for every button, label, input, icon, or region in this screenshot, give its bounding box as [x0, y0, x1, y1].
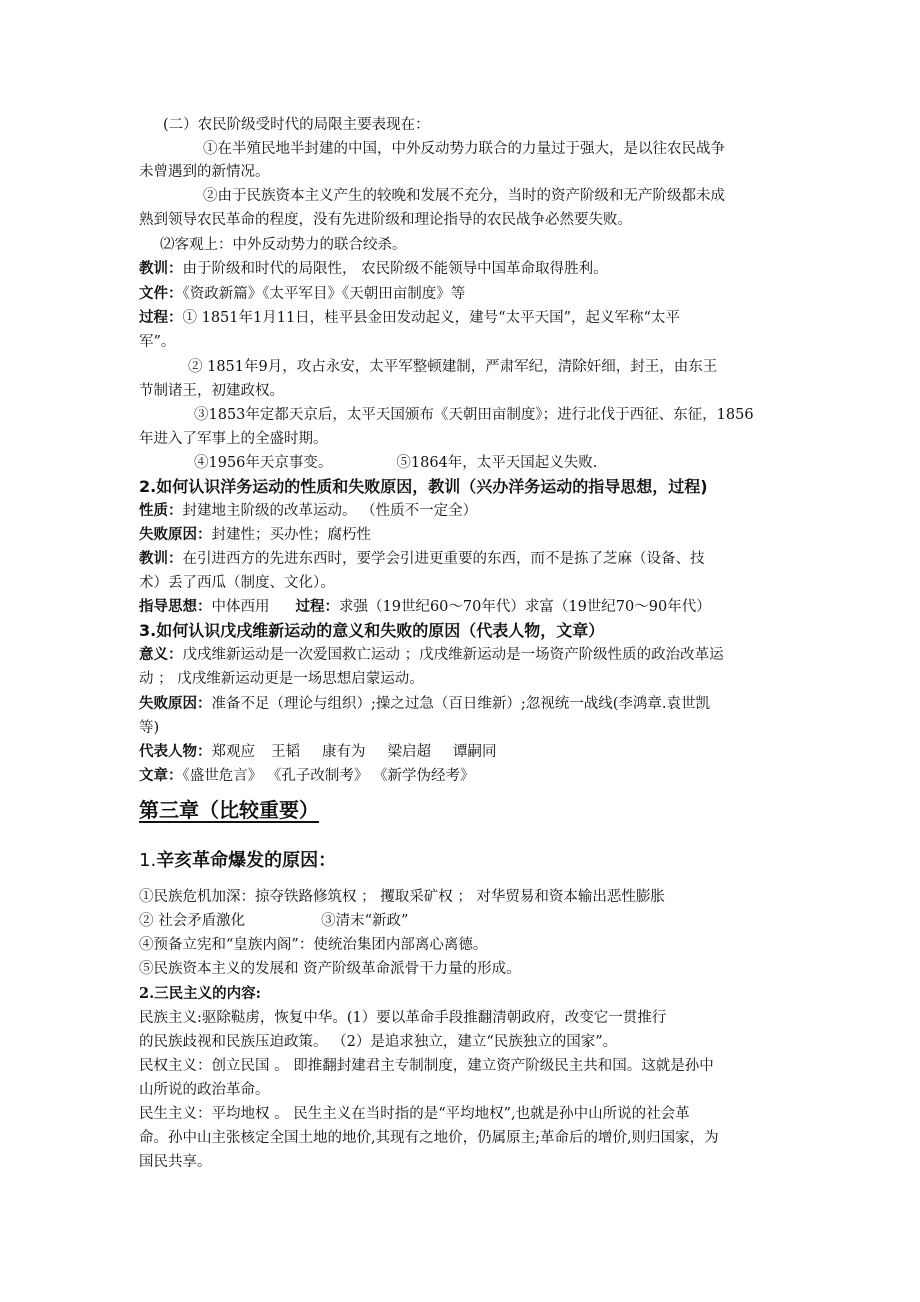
cause-1: ①民族危机加深：掠夺铁路修筑权 ； 攫取采矿权 ； 对华贸易和资本输出恶性膨胀 [139, 889, 665, 905]
chapter-3-question-2-title: 2.三民主义的内容: [139, 985, 261, 1002]
nationalism-line-1: 民族主义:驱除鞑虏，恢复中华。(1）要以革命手段推翻清朝政府，改变它一贯推行 [139, 1010, 667, 1026]
livelihood-line-1: 民生主义：平均地权 。 民生主义在当时指的是“平均地权”,也就是孙中山所说的社会革 [139, 1106, 690, 1122]
objective-factor: ⑵客观上：中外反动势力的联合绞杀。 [160, 237, 407, 253]
q2-fail-text: 封建性；买办性；腐朽性 [211, 527, 371, 543]
question-3-title: 3.如何认识戊戌维新运动的意义和失败的原因（代表人物，文章） [139, 621, 605, 640]
person-name: 郑观应 [211, 744, 255, 760]
q3-fail-text: 准备不足（理论与组织）;操之过急（百日维新）;忽视统一战线(李鸿章.袁世凯 [211, 696, 711, 712]
process-4: ④1956年天京事变。 [194, 455, 333, 471]
cause-2-3-line [139, 909, 799, 933]
cause-3: ③清末“新政” [321, 913, 409, 929]
q2-process-label: 过程： [295, 599, 339, 615]
q2-lesson-line [139, 547, 799, 571]
q2-nature-line [139, 499, 799, 523]
section-2-item-2-line-1: ②由于民族资本主义产生的较晚和发展不充分，当时的资产阶级和无产阶级都未成 [203, 188, 725, 204]
democracy-line-2: 山所说的政治革命。 [139, 1082, 270, 1098]
person-name: 王韬 [271, 744, 300, 760]
process-1-text: ① 1851年1月11日，桂平县金田发动起义，建号“太平天国”，起义军称“太平 [182, 310, 680, 326]
process-line-4-5 [194, 451, 854, 475]
documents-label: 文件： [139, 286, 183, 302]
process-label: 过程： [139, 310, 183, 326]
chapter-3-title: 第三章（比较重要） [139, 798, 319, 822]
question-title-text: 辛亥革命爆发的原因： [156, 850, 337, 871]
q3-fail-line [139, 692, 799, 716]
q3-fail-label: 失败原因： [139, 696, 212, 712]
question-number: 1. [139, 850, 157, 871]
lesson-label: 教训： [139, 261, 183, 277]
process-5: ⑤1864年，太平天国起义失败. [396, 455, 598, 471]
section-2-item-1-line-2: 未曾遇到的新情况。 [139, 164, 270, 180]
q2-lesson-text: 在引进西方的先进东西时，要学会引进更重要的东西，而不是拣了芝麻（设备、技 [182, 551, 705, 567]
question-2-title: 2.如何认识洋务运动的性质和失败原因，教训（兴办洋务运动的指导思想，过程) [139, 477, 708, 496]
person-name: 梁启超 [387, 744, 431, 760]
section-2-item-2-line-2: 熟到领导农民革命的程度，没有先进阶级和理论指导的农民战争必然要失败。 [139, 212, 632, 228]
q3-fail-line-2: 等) [139, 720, 160, 736]
q3-meaning-line [139, 643, 799, 667]
q2-guide-label: 指导思想： [139, 599, 212, 615]
documents-text: 《资政新篇》《太平军目》《天朝田亩制度》等 [182, 286, 466, 302]
nationalism-line-2: 的民族歧视和民族压迫政策。 （2）是追求独立，建立“民族独立的国家”。 [139, 1034, 618, 1050]
q3-meaning-text: 戊戌维新运动是一次爱国救亡运动 ；戊戌维新运动是一场资产阶级性质的政治改革运 [182, 647, 724, 663]
person-name: 康有为 [322, 744, 366, 760]
q3-meaning-line-2: 动 ； 戊戌维新运动更是一场思想启蒙运动。 [139, 671, 424, 687]
livelihood-line-3: 国民共享。 [139, 1154, 212, 1170]
person-name: 谭嗣同 [453, 744, 497, 760]
q3-articles-label: 文章： [139, 768, 183, 784]
section-2-title: (二）农民阶级受时代的局限主要表现在： [163, 117, 430, 133]
q3-meaning-label: 意义： [139, 647, 183, 663]
process-line-1 [139, 306, 799, 330]
q2-fail-line [139, 523, 799, 547]
q2-guide-line [139, 595, 799, 619]
q3-people-label: 代表人物： [139, 744, 212, 760]
chapter-3-question-1-title [139, 848, 336, 874]
cause-5: ⑤民族资本主义的发展和 资产阶级革命派骨干力量的形成。 [139, 961, 521, 977]
process-line-3: ③1853年定都天京后，太平天国颁布《天朝田亩制度》；进行北伐于西征、东征，1856 [194, 407, 754, 423]
process-line-2b: 节制诸王，初建政权。 [139, 383, 284, 399]
lesson-text: 由于阶级和时代的局限性， 农民阶级不能领导中国革命取得胜利。 [182, 261, 608, 277]
lesson-line [139, 257, 799, 281]
cause-4: ④预备立宪和“皇族内阁”：使统治集团内部离心离德。 [139, 937, 488, 953]
q2-nature-text: 封建地主阶级的改革运动。 （性质不一定全） [182, 503, 478, 519]
q2-fail-label: 失败原因： [139, 527, 212, 543]
q2-guide-text: 中体西用 [211, 599, 270, 615]
section-2-item-1-line-1: ①在半殖民地半封建的中国，中外反动势力联合的力量过于强大，是以往农民战争 [203, 141, 725, 157]
process-line-2: ② 1851年9月，攻占永安，太平军整顿建制，严肃军纪，清除奸细，封王，由东王 [188, 359, 718, 375]
process-line-3b: 年进入了军事上的全盛时期。 [139, 431, 328, 447]
livelihood-line-2: 命。孙中山主张核定全国土地的地价,其现有之地价，仍属原主;革命后的增价,则归国家，为 [139, 1130, 719, 1146]
q2-lesson-line-2: 术）丢了西瓜（制度、文化）。 [139, 575, 335, 591]
cause-2: ② 社会矛盾激化 [139, 913, 246, 929]
q2-process-text: 求强（19世纪60～70年代）求富（19世纪70～90年代） [339, 599, 711, 615]
q3-people-line [139, 740, 799, 764]
q3-articles-text: 《盛世危言》 《孔子改制考》 《新学伪经考》 [182, 768, 475, 784]
democracy-line-1: 民权主义：创立民国 。 即推翻封建君主专制制度，建立资产阶级民主共和国。这就是孙中 [139, 1058, 714, 1074]
documents-line [139, 282, 799, 306]
q3-articles-line [139, 764, 799, 788]
q2-nature-label: 性质： [139, 503, 183, 519]
process-line-1b: 军”。 [139, 334, 176, 350]
q2-lesson-label: 教训： [139, 551, 183, 567]
